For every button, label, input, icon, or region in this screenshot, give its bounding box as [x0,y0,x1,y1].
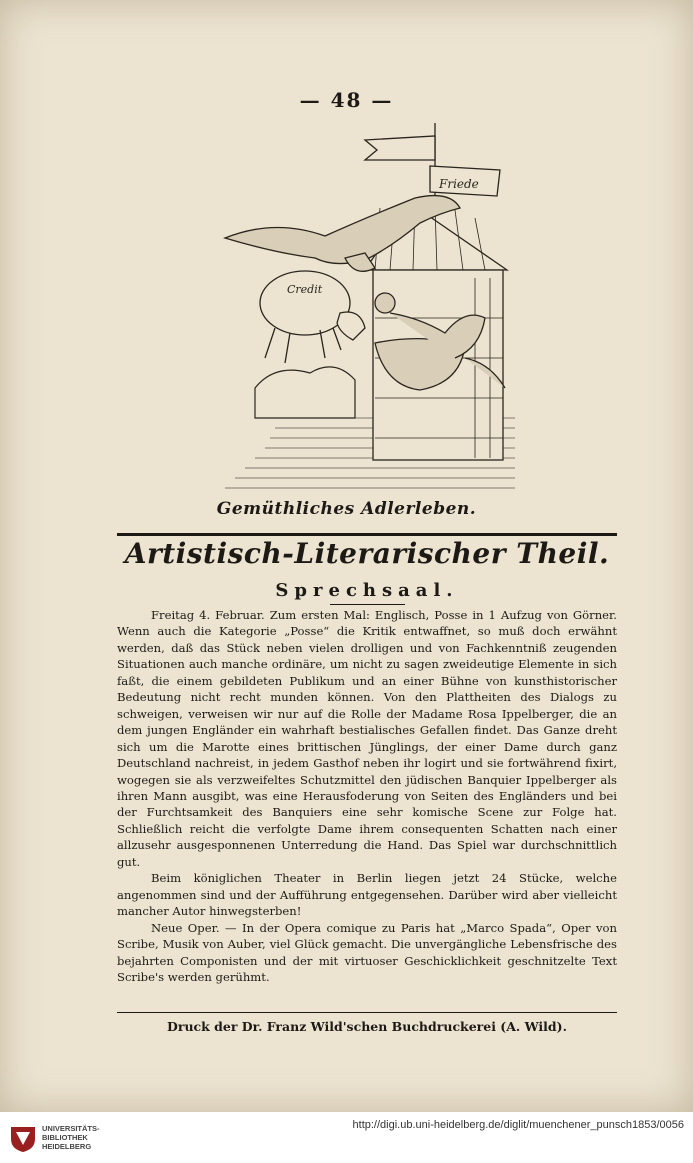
sheep-label: Credit [287,283,323,296]
page-number: — 48 — [299,88,394,112]
paragraph-berlin-theatre: Beim königlichen Theater in Berlin liegen jetzt 24 Stücke, welche angenommen sind und der Aufführung entgegensehen. Darüber wird aber vielleicht mancher Autor hinwegsterben! [117,871,617,919]
paragraph-theatre-review: Freitag 4. Februar. Zum ersten Mal: Englisch, Posse in 1 Aufzug von Görner. Wenn auch die Kategorie „Posse“ die Kritik entwaffnet, so muß doch erwähnt werden, daß das Stück neben vielen drolligen und von Fachkenntniß zeugenden Situationen auch manche ordinäre, um nicht zu sagen zweideutige Elemente in sich faßt, die einem gebildeten Publikum und an einer Bühne von kunsthistorischer Bedeutung nicht recht munden können. Von den Plattheiten des Dialogs zu schweigen, verweisen wir nur auf die Rolle der Madame Rosa Ippelberger, die an dem jungen Engländer ein wahrhaft bestialisches Gefallen findet. Das Ganze dreht sich um die Marotte eines brittischen Jünglings, der einer Dame durch ganz Deutschland nachreist, in jedem Gasthof neben ihr logirt und sie fortwährend fixirt, wogegen sie als verzweifeltes Schutzmittel den jüdischen Banquier Ippelberger als ihren Mann ausgibt, was eine Herausfoderung von Seiten des Engländers und bei der Furchtsamkeit des Banquiers eine sehr komische Scene zur Folge hat. Schließlich reicht die verfolgte Dame ihrem consequenten Schatten nach einer allzusehr ausgesponnenen Unterredung die Hand. Das Spiel war durchschnittlich gut. [117,608,617,869]
section-rule [117,533,617,536]
imprint-rule [117,1012,617,1013]
university-seal-icon [8,1123,38,1153]
woodcut-illustration [215,118,520,496]
library-name: UNIVERSITÄTS- BIBLIOTHEK HEIDELBERG [42,1124,100,1151]
library-footer [0,1112,693,1163]
printer-imprint: Druck der Dr. Franz Wild'schen Buchdruckerei (A. Wild). [167,1019,567,1034]
column-title: Sprechsaal. [275,580,459,601]
source-url-link[interactable]: http://digi.ub.uni-heidelberg.de/diglit/muenchener_punsch1853/0056 [352,1119,684,1131]
illustration-caption: Gemüthliches Adlerleben. [216,499,477,519]
flag-label: Friede [439,177,479,191]
column-title-rule [330,604,405,605]
article-body [117,607,617,985]
paragraph-new-opera: Neue Oper. — In der Opera comique zu Paris hat „Marco Spada“, Oper von Scribe, Musik von Auber, viel Glück gemacht. Die unvergängliche Lebensfrische des bejahrten Componisten und der mit virtuoser Geschicklichkeit geschnitzelte Text Scribe's werden gerühmt. [117,920,617,984]
section-title: Artistisch-Literarischer Theil. [124,537,610,570]
